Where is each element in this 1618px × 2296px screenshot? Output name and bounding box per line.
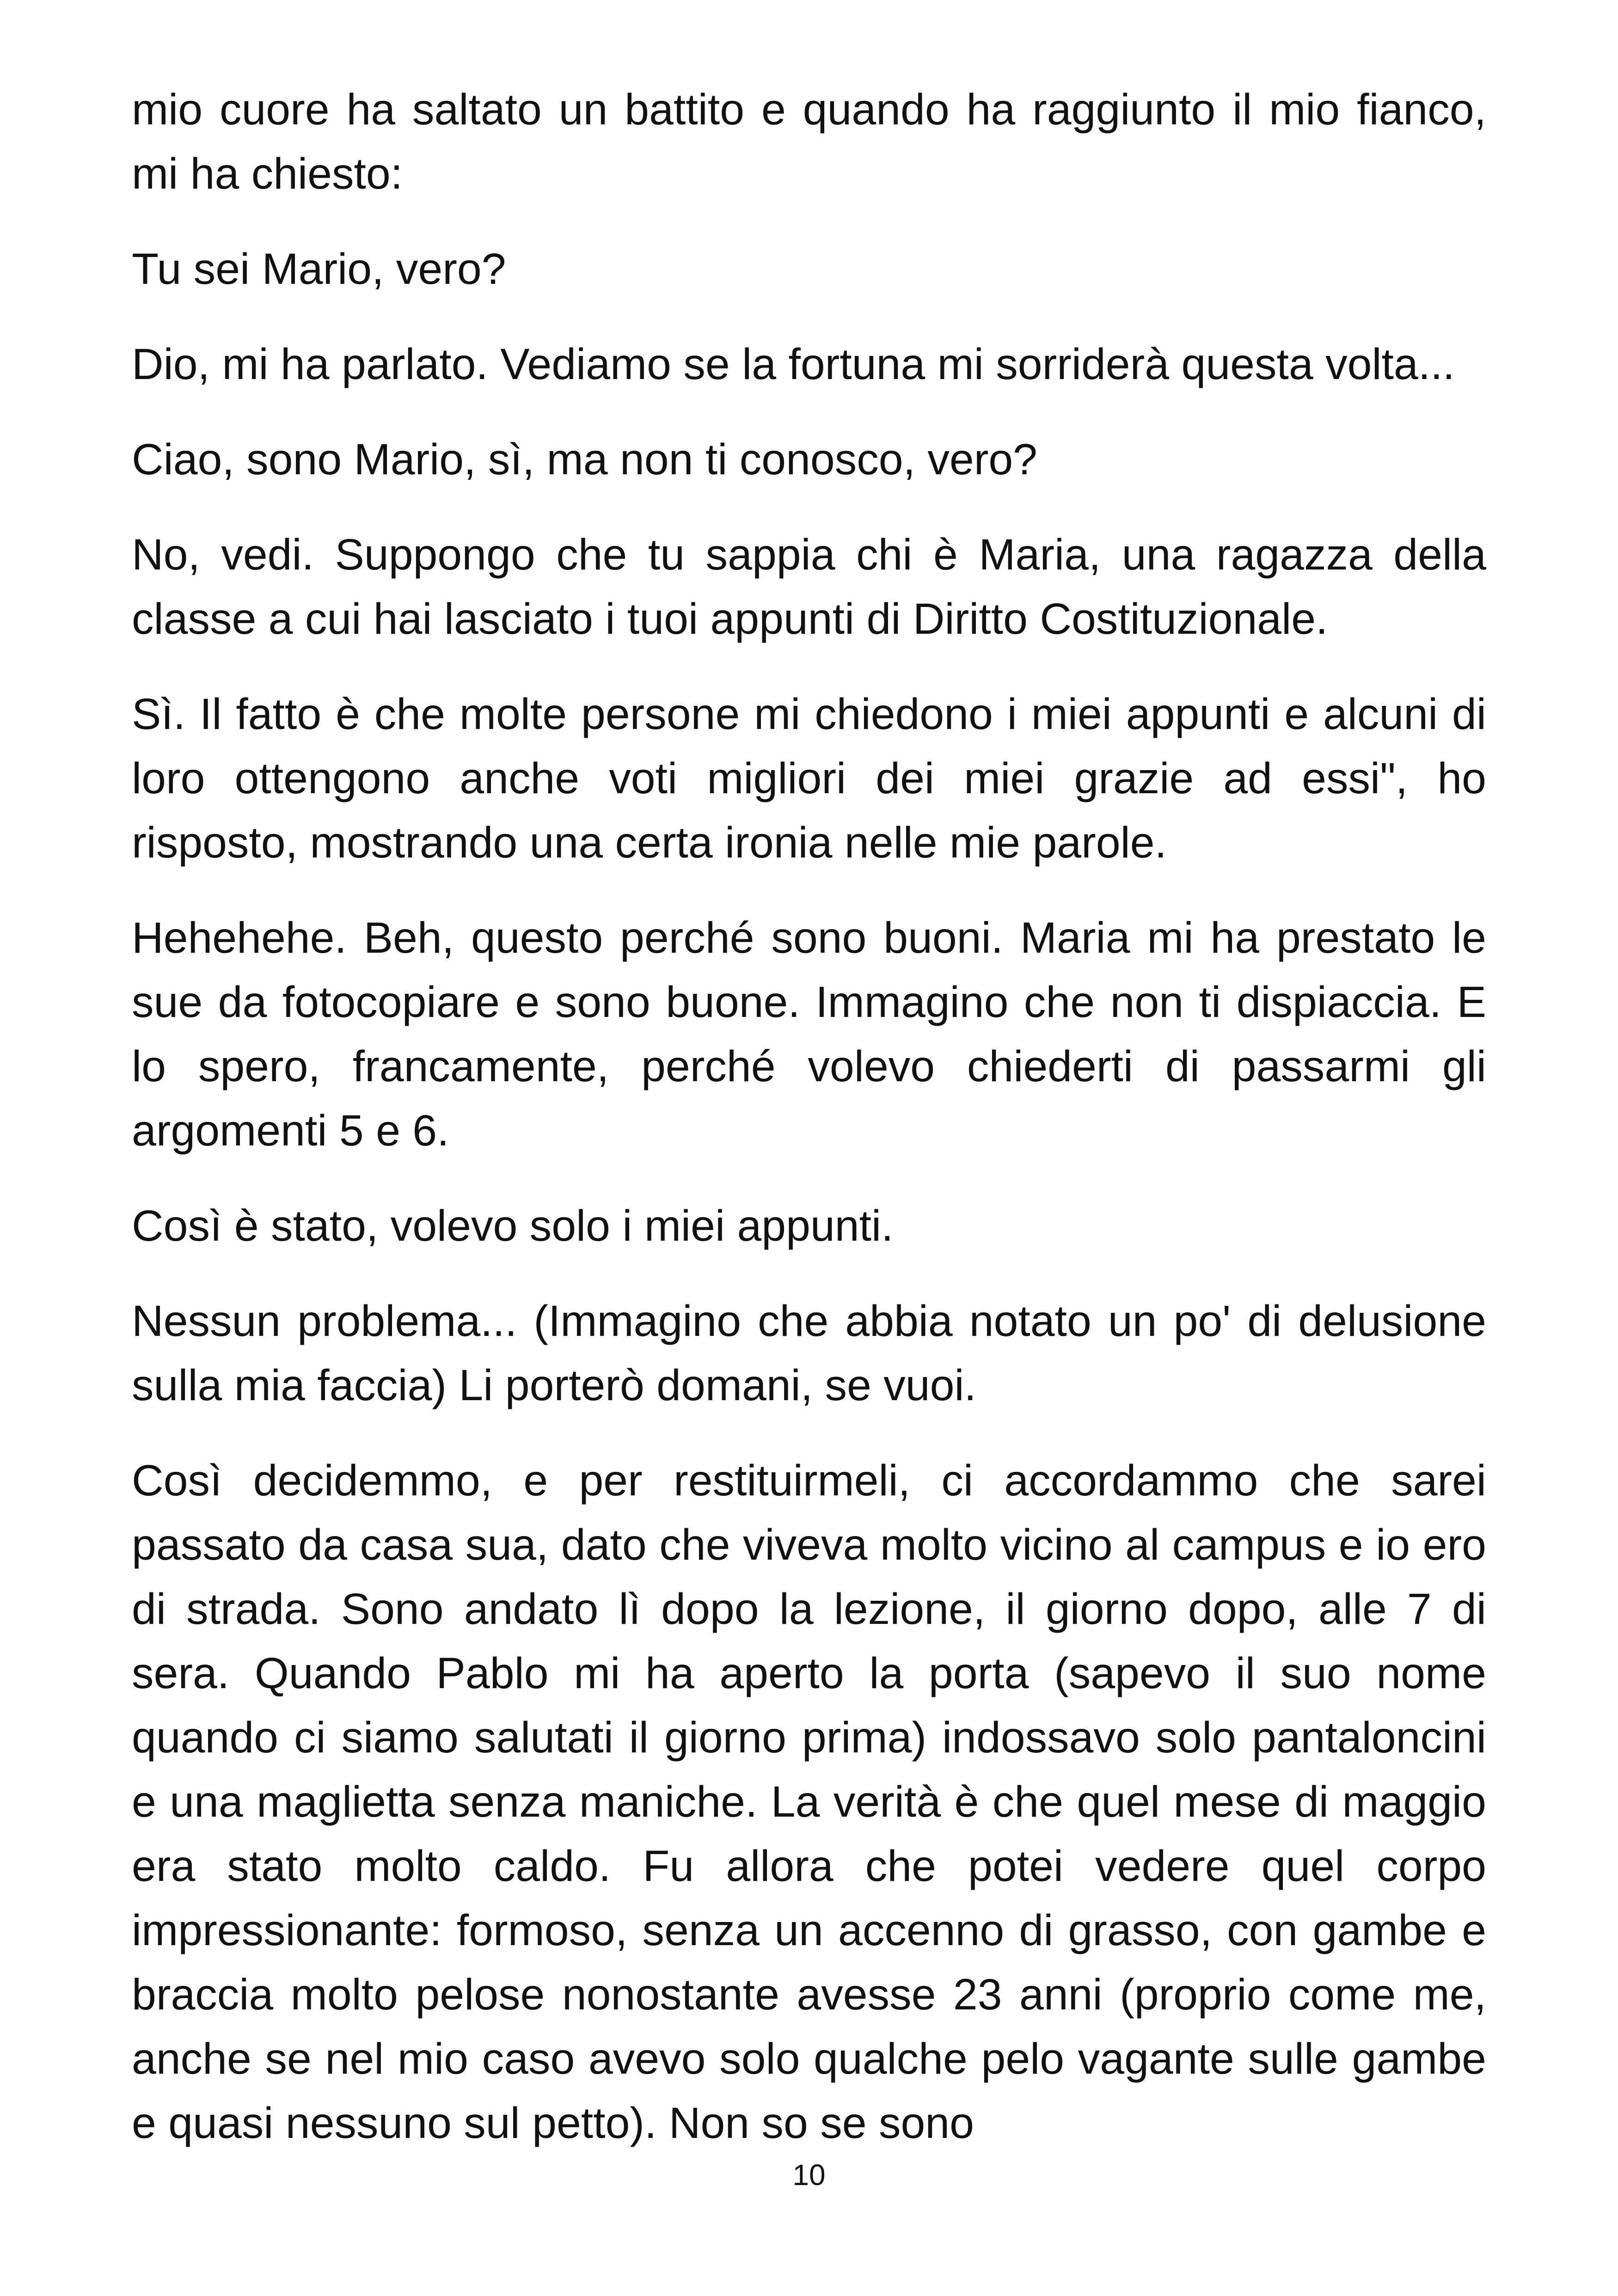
paragraph-3: Dio, mi ha parlato. Vediamo se la fortuna mi sorriderà questa volta... [132,340,1455,389]
paragraph-4: Ciao, sono Mario, sì, ma non ti conosco, vero? [132,435,1038,484]
paragraph-2: Tu sei Mario, vero? [132,245,506,294]
paragraph-8: Così è stato, volevo solo i miei appunti. [132,1201,894,1250]
paragraph-7: Hehehehe. Beh, questo perché sono buoni. Maria mi ha prestato le sue da fotocopiare e sono buone. Immagino che non ti dispiaccia. E lo spero, francamente, perché volevo chiederti di passarmi gli argomenti 5 e 6. [132,913,1486,1155]
paragraph-5: No, vedi. Suppongo che tu sappia chi è Maria, una ragazza della classe a cui hai lasciato i tuoi appunti di Diritto Costituzionale. [132,530,1486,643]
paragraph-9: Nessun problema... (Immagino che abbia notato un po' di delusione sulla mia faccia) Li porterò domani, se vuoi. [132,1297,1486,1410]
body-text [132,78,1486,2186]
page-number: 10 [792,2158,826,2192]
paragraph-1: mio cuore ha saltato un battito e quando ha raggiunto il mio fianco, mi ha chiesto: [132,85,1486,198]
paragraph-10: Così decidemmo, e per restituirmeli, ci accordammo che sarei passato da casa sua, dato che viveva molto vicino al campus e io ero di strada. Sono andato lì dopo la lezione, il giorno dopo, alle 7 di sera. Quando Pablo mi ha aperto la porta (sapevo il suo nome quando ci siamo salutati il giorno prima) indossavo solo pantaloncini e una maglietta senza maniche. La verità è che quel mese di maggio era stato molto caldo. Fu allora che potei vedere quel corpo impressionante: formoso, senza un accenno di grasso, con gambe e braccia molto pelose nonostante avesse 23 anni (proprio come me, anche se nel mio caso avevo solo qualche pelo vagante sulle gambe e quasi nessuno sul petto). Non so se sono [132,1456,1486,2148]
paragraph-6: Sì. Il fatto è che molte persone mi chiedono i miei appunti e alcuni di loro ottengono anche voti migliori dei miei grazie ad essi", ho risposto, mostrando una certa ironia nelle mie parole. [132,690,1486,867]
